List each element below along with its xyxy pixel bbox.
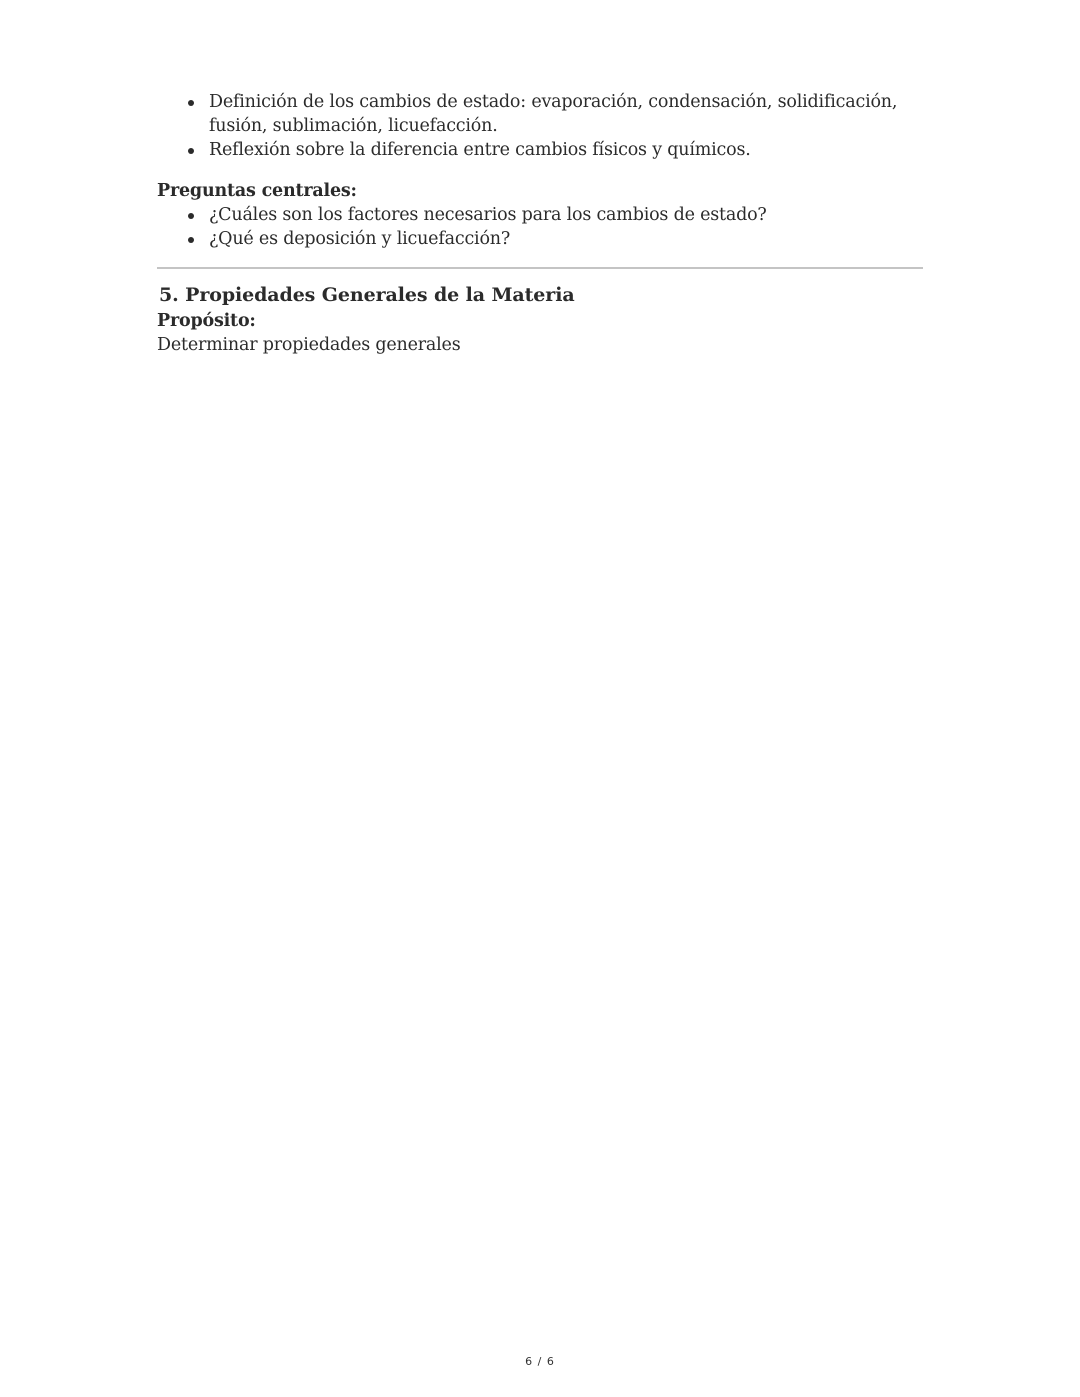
section-divider [157,267,923,269]
page-content [157,90,923,357]
list-item [157,227,923,251]
list-item-text: ¿Qué es deposición y licuefacción? [209,229,511,249]
list-item-text: Definición de los cambios de estado: evaporación, condensación, solidificación, fusión, sublimación, licuefacción. [209,92,898,136]
list-item [157,90,923,138]
questions-list [157,203,923,251]
bullet-icon [188,148,194,154]
purpose-text: Determinar propiedades generales [157,335,461,355]
questions-heading: Preguntas centrales: [157,181,357,201]
purpose-heading: Propósito: [157,311,256,331]
bullet-icon [188,100,194,106]
section-title: 5. Propiedades Generales de la Materia [159,284,575,306]
list-item [157,138,923,162]
bullet-icon [188,213,194,219]
list-item-text: ¿Cuáles son los factores necesarios para los cambios de estado? [209,205,767,225]
bullet-icon [188,237,194,243]
list-item [157,203,923,227]
page-number: 6 / 6 [525,1355,555,1368]
state-changes-list [157,90,923,162]
list-item-text: Reflexión sobre la diferencia entre cambios físicos y químicos. [209,140,751,160]
